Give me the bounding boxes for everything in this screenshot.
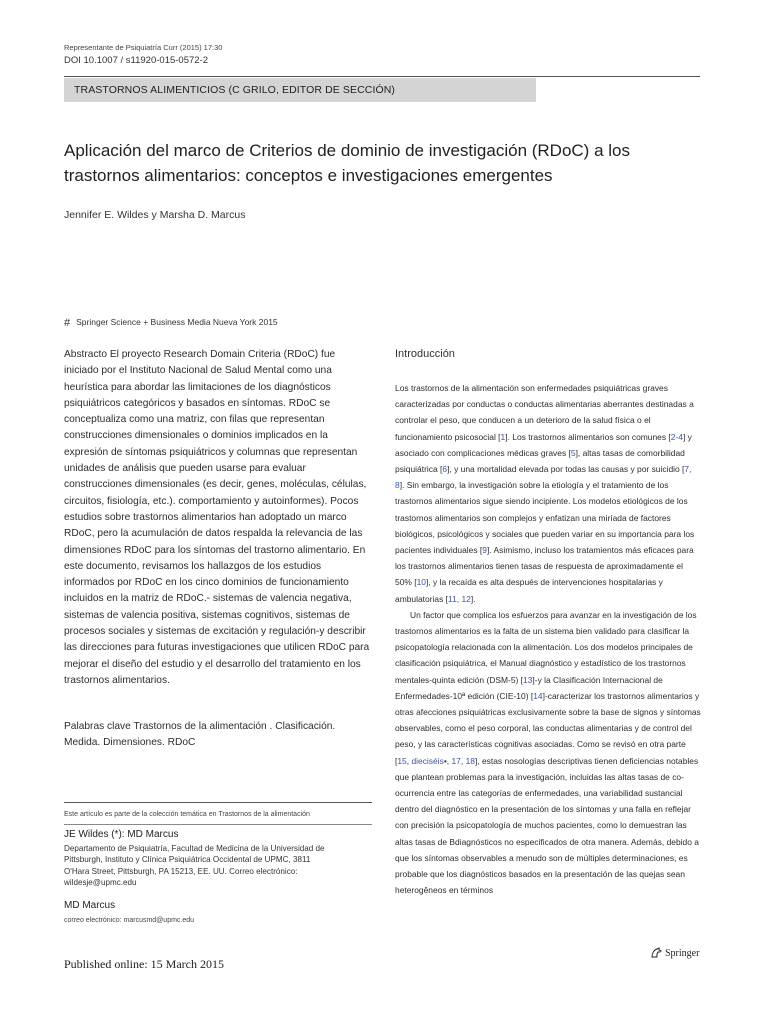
citation-link[interactable]: dieciséis xyxy=(411,755,444,766)
paragraph-text: , xyxy=(406,755,412,766)
introduction-paragraph-1 xyxy=(395,380,701,607)
copyright-symbol: # xyxy=(64,317,71,329)
citation-link[interactable]: 15 xyxy=(397,755,407,766)
citation-link[interactable]: 6 xyxy=(442,464,448,475)
paragraph-text: ]-caracterizar los trastornos alimentarios y otras afecciones psiquiátricas exclusivamente sobre la base de signos y síntomas observables, como el peso corporal, las conductas alimentarias y de control del peso, y las características cognitivas asociadas. Como se revisó en otra parte [ xyxy=(395,690,701,766)
paragraph-text: ]. Asimismo, incluso los tratamientos más eficaces para los trastornos alimentarios tienen tasas de respuesta de aproximadamente el 50% [ xyxy=(395,545,694,588)
second-author-email[interactable]: correo electrónico: marcusmd@upmc.edu xyxy=(64,917,195,924)
header-rule xyxy=(64,76,700,77)
article-authors: Jennifer E. Wildes y Marsha D. Marcus xyxy=(64,209,246,221)
citation-link[interactable]: 17 xyxy=(451,755,461,766)
citation-link[interactable]: 14 xyxy=(533,690,543,701)
footnote-rule xyxy=(64,802,372,803)
citation-link[interactable]: 1 xyxy=(500,431,506,442)
citation-link[interactable]: 2-4 xyxy=(670,431,683,442)
article-title: Aplicación del marco de Criterios de dominio de investigación (RDoC) a los trastornos alimentarios: conceptos e investigaciones emergentes xyxy=(64,141,630,185)
collection-note: Este artículo es parte de la colección temática en Trastornos de la alimentación xyxy=(64,811,310,818)
paragraph-text: Un factor que complica los esfuerzos para avanzar en la investigación de los trastornos alimentarios es la falta de un sistema bien validado para clasificar la psicopatología relacionada con la alimentación. Los dos modelos principales de clasificación psiquiátrica, el Manual diagnóstico y estadístico de los trastornos mentales-quinta edición (DSM-5) [ xyxy=(395,609,697,685)
springer-horse-icon xyxy=(650,947,662,959)
citation-link[interactable]: 5 xyxy=(570,447,576,458)
paragraph-text: ], altas tasas de comorbilidad psiquiátrica [ xyxy=(395,447,685,475)
second-author-heading: MD Marcus xyxy=(64,900,116,911)
introduction-heading: Introducción xyxy=(395,348,455,360)
paragraph-text: ], estas nosologías descriptivas tienen deficiencias notables que plantean problemas para la investigación, incluidas las altas tasas de co-ocurrencia entre las categorías de enfermedades, una variabilidad sustancial dentro del diagnóstico en la presentación de los síntomas y una falla en reflejar con precisión la psicopatología de muchos pacientes, como lo demuestran las altas tasas de Bdiagnósticos no especificados de otra manera. Además, debido a que los síntomas observables a menudo son de múltiples determinaciones, es probable que los diagnósticos basados en la presentación de las quejas sean heterogêneos en términos xyxy=(395,755,699,896)
citation-link[interactable]: 18 xyxy=(465,755,475,766)
section-banner: TRASTORNOS ALIMENTICIOS (C GRILO, EDITOR DE SECCIÓN) xyxy=(64,78,536,102)
citation-link[interactable]: 13 xyxy=(523,674,533,685)
paragraph-text: ]-y la Clasificación Internacional de Enfermedades-10ª edición (CIE-10) [ xyxy=(395,674,663,701)
paragraph-text: ]. Sin embargo, la investigación sobre la etiología y el tratamiento de los trastornos alimentarios sigue siendo incipiente. Los modelos etiológicos de los trastornos alimentarios son complejos y enfatizan una miríada de factores biológicos, psicológicos y sociales que pueden variar en su importancia para los pacientes individuales [ xyxy=(395,480,695,556)
keywords: Palabras clave Trastornos de la alimentación . Clasificación. Medida. Dimensiones. RDoC xyxy=(64,721,336,749)
paragraph-text: ], y una mortalidad elevada por todas las causas y por suicidio [ xyxy=(447,464,685,475)
citation-link[interactable]: 10 xyxy=(416,577,426,588)
paragraph-text: ] y asociado con complicaciones médicas graves [ xyxy=(395,431,692,458)
copyright-notice xyxy=(64,317,278,329)
published-date: Published online: 15 March 2015 xyxy=(64,957,224,971)
introduction-paragraph-2 xyxy=(395,607,701,899)
paragraph-text: Los trastornos de la alimentación son enfermedades psiquiátricas graves caracterizadas por conductas o conductas alimentarias aberrantes destinadas a controlar el peso, que conducen a un deterioro de la salud física o el funcionamiento psicosocial [ xyxy=(395,383,694,442)
affiliation-text: Departamento de Psiquiatría, Facultad de Medicina de la Universidad de Pittsburgh, Instituto y Clínica Psiquiátrica Occidental de UPMC, 3811 O'Hara Street, Pittsburgh, PA 15213, EE. UU. Correo electrónico: wildesje@upmc.edu xyxy=(64,844,325,887)
introduction-body xyxy=(395,380,701,899)
paragraph-text: , xyxy=(460,755,466,766)
affiliation-heading: JE Wildes (*): MD Marcus xyxy=(64,829,179,840)
publisher-name: Springer xyxy=(665,947,700,959)
publisher-logo xyxy=(650,947,699,959)
doi[interactable]: DOI 10.1007 / s11920-015-0572-2 xyxy=(64,55,209,66)
footnote-rule-secondary xyxy=(64,824,372,825)
paragraph-text: •, xyxy=(443,755,452,766)
paragraph-text: ]. xyxy=(470,593,476,604)
citation-link[interactable]: 9 xyxy=(482,545,487,556)
copyright-text: Springer Science + Business Media Nueva York 2015 xyxy=(76,317,278,327)
abstract: Abstracto El proyecto Research Domain Criteria (RDoC) fue iniciado por el Instituto Nacional de Salud Mental como una heurística para abordar las limitaciones de los diagnósticos psiquiátricos categóricos y basados en síntomas. RDoC se conceptualiza como una matriz, con filas que representan construcciones dimensionales o dominios implicados en la expresión de síntomas psiquiátricos y columnas que representan unidades de análisis que pueden usarse para evaluar construcciones dimensionales (es decir, genes, moléculas, células, circuitos, fisiología, etc.). comportamiento y autoinformes). Pocos estudios sobre trastornos alimentarios han adoptado un marco RDoC, pero la acumulación de datos respalda la relevancia de las dimensiones RDoC para los síntomas del trastorno alimentario. En este documento, revisamos los hallazgos de los estudios informados por RDoC en los cinco dominios de funcionamiento incluidos en la matriz de RDoC.- sistemas de valencia negativa, sistemas de valencia positiva, sistemas cognitivos, sistemas de procesos sociales y sistemas de excitación y regulación-y describir las direcciones para futuras investigaciones que utilicen RDoC para mejorar el diseño del estudio y el desarrollo del tratamiento en los trastornos alimentarios. xyxy=(64,349,370,686)
journal-citation: Representante de Psiquiatría Curr (2015) 17:30 xyxy=(64,43,223,52)
citation-link[interactable]: 7, 8 xyxy=(395,464,692,491)
citation-link[interactable]: 11, 12 xyxy=(448,593,471,604)
paragraph-text: ], y la recaída es alta después de intervenciones hospitalarias y ambulatorias [ xyxy=(395,577,663,604)
paragraph-text: ]. Los trastornos alimentarios son comunes [ xyxy=(505,431,671,442)
